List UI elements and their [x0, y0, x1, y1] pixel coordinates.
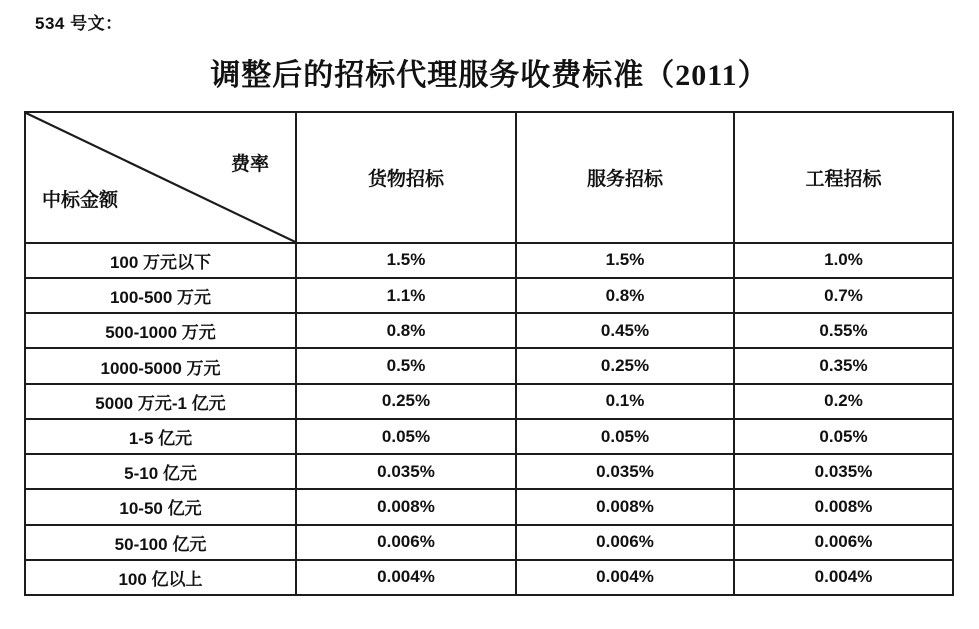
row-label: 1000-5000 万元	[25, 348, 296, 383]
column-header-services: 服务招标	[516, 112, 734, 243]
cell-value: 0.006%	[734, 525, 953, 560]
cell-value: 0.25%	[296, 384, 516, 419]
row-label: 10-50 亿元	[25, 489, 296, 524]
table-row	[25, 454, 953, 489]
cell-value: 0.2%	[734, 384, 953, 419]
cell-value: 0.55%	[734, 313, 953, 348]
cell-value: 0.008%	[516, 489, 734, 524]
corner-label-bid-amount: 中标金额	[42, 189, 119, 211]
cell-value: 0.25%	[516, 348, 734, 383]
row-label: 100 亿以上	[25, 560, 296, 595]
cell-value: 0.45%	[516, 313, 734, 348]
table-row	[25, 278, 953, 313]
row-label: 100 万元以下	[25, 243, 296, 278]
table-row	[25, 348, 953, 383]
column-header-goods: 货物招标	[296, 112, 516, 243]
fee-rate-table	[24, 111, 954, 596]
row-label: 5-10 亿元	[25, 454, 296, 489]
row-label: 5000 万元-1 亿元	[25, 384, 296, 419]
cell-value: 1.5%	[516, 243, 734, 278]
cell-value: 0.035%	[296, 454, 516, 489]
cell-value: 1.5%	[296, 243, 516, 278]
cell-value: 0.008%	[296, 489, 516, 524]
cell-value: 0.035%	[734, 454, 953, 489]
cell-value: 0.035%	[516, 454, 734, 489]
diagonal-divider-line	[26, 113, 295, 242]
table-row	[25, 560, 953, 595]
cell-value: 0.004%	[516, 560, 734, 595]
cell-value: 0.35%	[734, 348, 953, 383]
table-header-row	[25, 112, 953, 243]
table-row	[25, 313, 953, 348]
page-title: 调整后的招标代理服务收费标准（2011）	[210, 59, 769, 92]
cell-value: 0.05%	[734, 419, 953, 454]
table-row	[25, 489, 953, 524]
cell-value: 0.8%	[516, 278, 734, 313]
cell-value: 1.0%	[734, 243, 953, 278]
table-row	[25, 419, 953, 454]
cell-value: 0.006%	[296, 525, 516, 560]
cell-value: 0.006%	[516, 525, 734, 560]
cell-value: 0.1%	[516, 384, 734, 419]
cell-value: 0.8%	[296, 313, 516, 348]
row-label: 1-5 亿元	[25, 419, 296, 454]
cell-value: 0.05%	[296, 419, 516, 454]
table-row	[25, 243, 953, 278]
doc-number: 534 号文：	[35, 14, 123, 33]
cell-value: 0.05%	[516, 419, 734, 454]
row-label: 50-100 亿元	[25, 525, 296, 560]
column-header-engineering: 工程招标	[734, 112, 953, 243]
table-row	[25, 525, 953, 560]
cell-value: 0.004%	[734, 560, 953, 595]
cell-value: 0.5%	[296, 348, 516, 383]
corner-header-cell	[25, 112, 296, 243]
row-label: 500-1000 万元	[25, 313, 296, 348]
cell-value: 0.004%	[296, 560, 516, 595]
table-row	[25, 384, 953, 419]
row-label: 100-500 万元	[25, 278, 296, 313]
cell-value: 0.008%	[734, 489, 953, 524]
cell-value: 0.7%	[734, 278, 953, 313]
corner-label-fee-rate: 费率	[230, 154, 269, 175]
cell-value: 1.1%	[296, 278, 516, 313]
